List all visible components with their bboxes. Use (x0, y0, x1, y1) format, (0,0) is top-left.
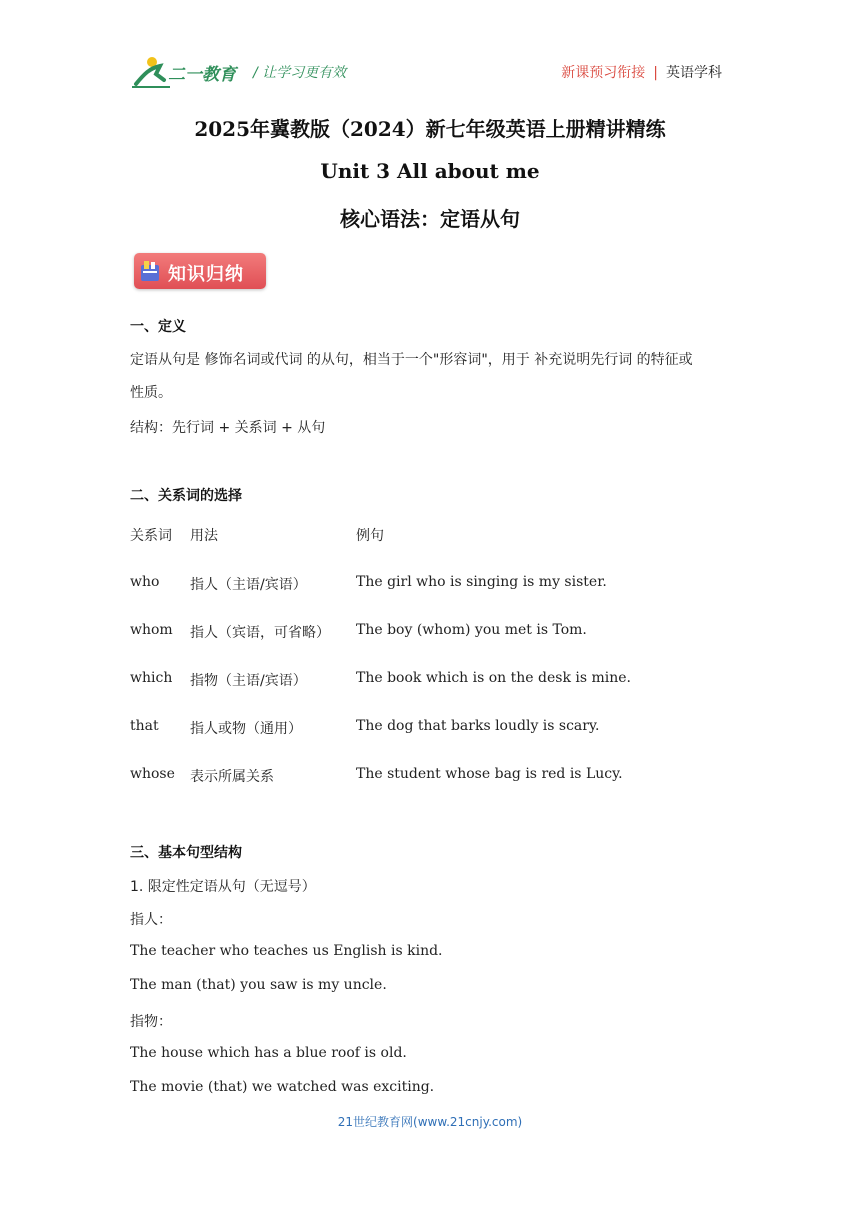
book-icon (140, 259, 160, 283)
section3-heading: 三、基本句型结构 (130, 845, 242, 861)
example: The book which is on the desk is mine. (356, 670, 631, 686)
brand-logo (130, 54, 240, 90)
example: The dog that barks loudly is scary. (356, 718, 600, 734)
table-row (130, 574, 750, 594)
grammar-title: 核心语法：定语从句 (340, 207, 520, 231)
structure-line: 结构：先行词 + 关系词 + 从句 (130, 420, 326, 436)
header-subject: 英语学科 (666, 65, 722, 81)
usage: 指人（宾语，可省略） (190, 625, 330, 641)
col-relative-word: 关系词 (130, 528, 172, 544)
knowledge-badge (134, 253, 266, 289)
relative-word: who (130, 574, 160, 590)
header-right (561, 62, 722, 82)
section2-heading: 二、关系词的选择 (130, 488, 242, 504)
table-row (130, 622, 750, 642)
badge-label: 知识归纳 (168, 264, 244, 285)
restrictive-clause-heading: 1. 限定性定语从句（无逗号） (130, 879, 316, 895)
relative-word: that (130, 718, 159, 734)
slogan: / 让学习更有效 (253, 65, 347, 81)
example: The boy (whom) you met is Tom. (356, 622, 587, 638)
usage: 指物（主语/宾语） (190, 673, 307, 689)
section1-heading: 一、定义 (130, 319, 186, 335)
definition-line2: 性质。 (130, 385, 172, 401)
usage: 指人（主语/宾语） (190, 577, 307, 593)
thing-example-2: The movie (that) we watched was exciting. (130, 1079, 435, 1095)
definition-line1: 定语从句是 修饰名词或代词 的从句，相当于一个"形容词"，用于 补充说明先行词 的特征或 (130, 352, 693, 368)
unit-title: Unit 3 All about me (320, 159, 540, 183)
header-course: 新课预习衔接 (561, 65, 646, 81)
relative-word: whose (130, 766, 175, 782)
person-label: 指人： (130, 912, 172, 928)
table-header (130, 525, 750, 545)
thing-label: 指物： (130, 1014, 172, 1030)
header-separator: | (653, 65, 658, 81)
logo-text: 二一教育 (168, 65, 236, 85)
doc-title: 2025年冀教版（2024）新七年级英语上册精讲精练 (194, 117, 666, 141)
footer-link[interactable]: 21世纪教育网(www.21cnjy.com) (337, 1115, 523, 1129)
table-row (130, 766, 750, 786)
example: The student whose bag is red is Lucy. (356, 766, 623, 782)
col-example: 例句 (356, 528, 384, 544)
example: The girl who is singing is my sister. (356, 574, 607, 590)
col-usage: 用法 (190, 528, 218, 544)
relative-word: whom (130, 622, 173, 638)
person-example-1: The teacher who teaches us English is kind. (130, 943, 443, 959)
relative-word: which (130, 670, 173, 686)
thing-example-1: The house which has a blue roof is old. (130, 1045, 407, 1061)
table-row (130, 718, 750, 738)
table-row (130, 670, 750, 690)
person-example-2: The man (that) you saw is my uncle. (130, 977, 387, 993)
usage: 指人或物（通用） (190, 721, 302, 737)
usage: 表示所属关系 (190, 769, 274, 785)
